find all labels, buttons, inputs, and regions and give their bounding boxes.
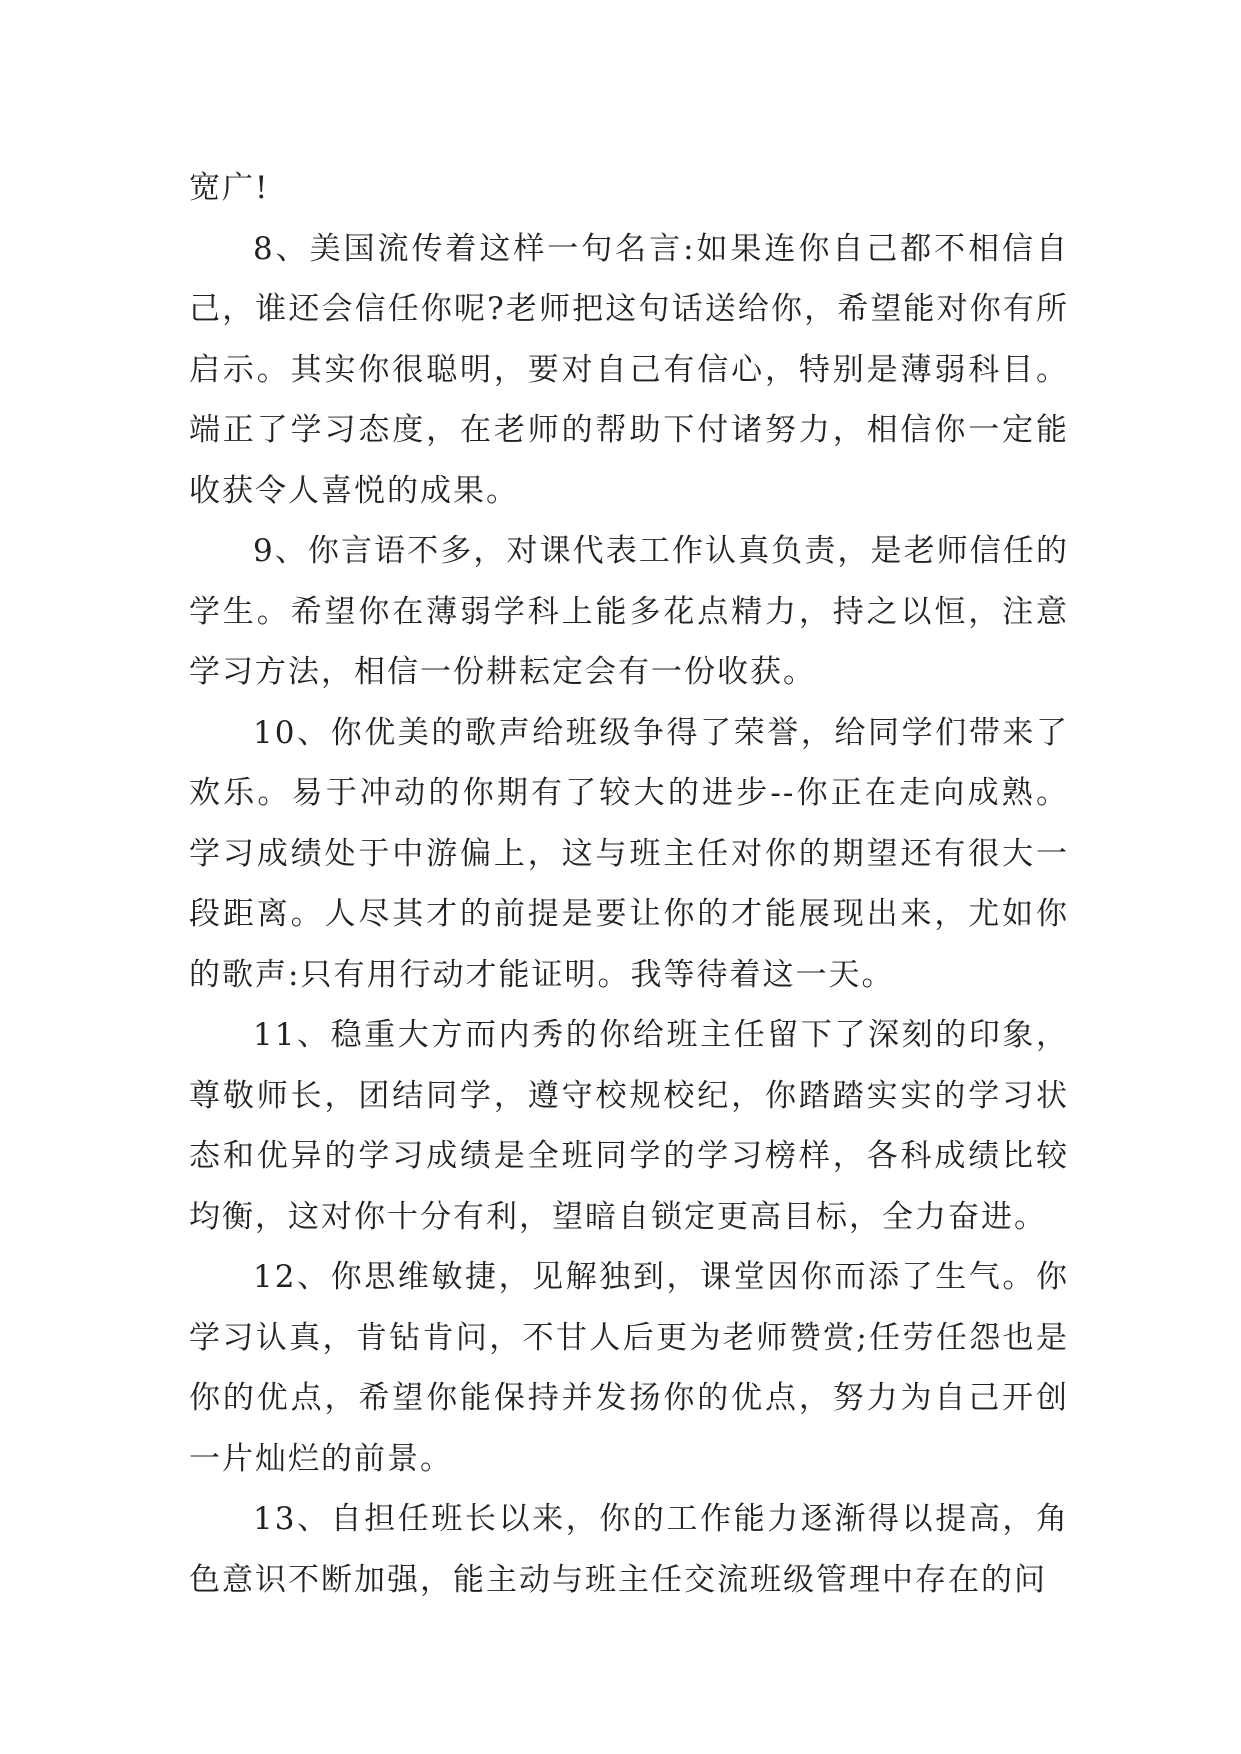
paragraph-item-10: 10、你优美的歌声给班级争得了荣誉，给同学们带来了欢乐。易于冲动的你期有了较大的进步--你正在走向成熟。学习成绩处于中游偏上，这与班主任对你的期望还有很大一段距离。人尽其才的前提是要让你的才能展现出来，尤如你的歌声:只有用行动才能证明。我等待着这一天。	[189, 714, 1069, 993]
paragraph-item-9: 9、你言语不多，对课代表工作认真负责，是老师信任的学生。希望你在薄弱学科上能多花点精力，持之以恒，注意学习方法，相信一份耕耘定会有一份收获。	[189, 533, 1069, 690]
paragraph-item-12: 12、你思维敏捷，见解独到，课堂因你而添了生气。你学习认真，肯钻肯问，不甘人后更为老师赞赏;任劳任怨也是你的优点，希望你能保持并发扬你的优点，努力为自己开创一片灿烂的前景。	[189, 1259, 1069, 1477]
paragraph-item-11: 11、稳重大方而内秀的你给班主任留下了深刻的印象，尊敬师长，团结同学，遵守校规校纪，你踏踏实实的学习状态和优异的学习成绩是全班同学的学习榜样，各科成绩比较均衡，这对你十分有利，望暗自锁定更高目标，全力奋进。	[189, 1017, 1069, 1235]
paragraph-continuation: 宽广!	[189, 170, 270, 206]
paragraph-item-8: 8、美国流传着这样一句名言:如果连你自己都不相信自己，谁还会信任你呢?老师把这句话送给你，希望能对你有所启示。其实你很聪明，要对自己有信心，特别是薄弱科目。端正了学习态度，在老师的帮助下付诸努力，相信你一定能收获令人喜悦的成果。	[189, 230, 1069, 509]
paragraph-item-13: 13、自担任班长以来，你的工作能力逐渐得以提高，角色意识不断加强，能主动与班主任交流班级管理中存在的问	[189, 1501, 1069, 1598]
document-body	[189, 158, 1069, 1610]
